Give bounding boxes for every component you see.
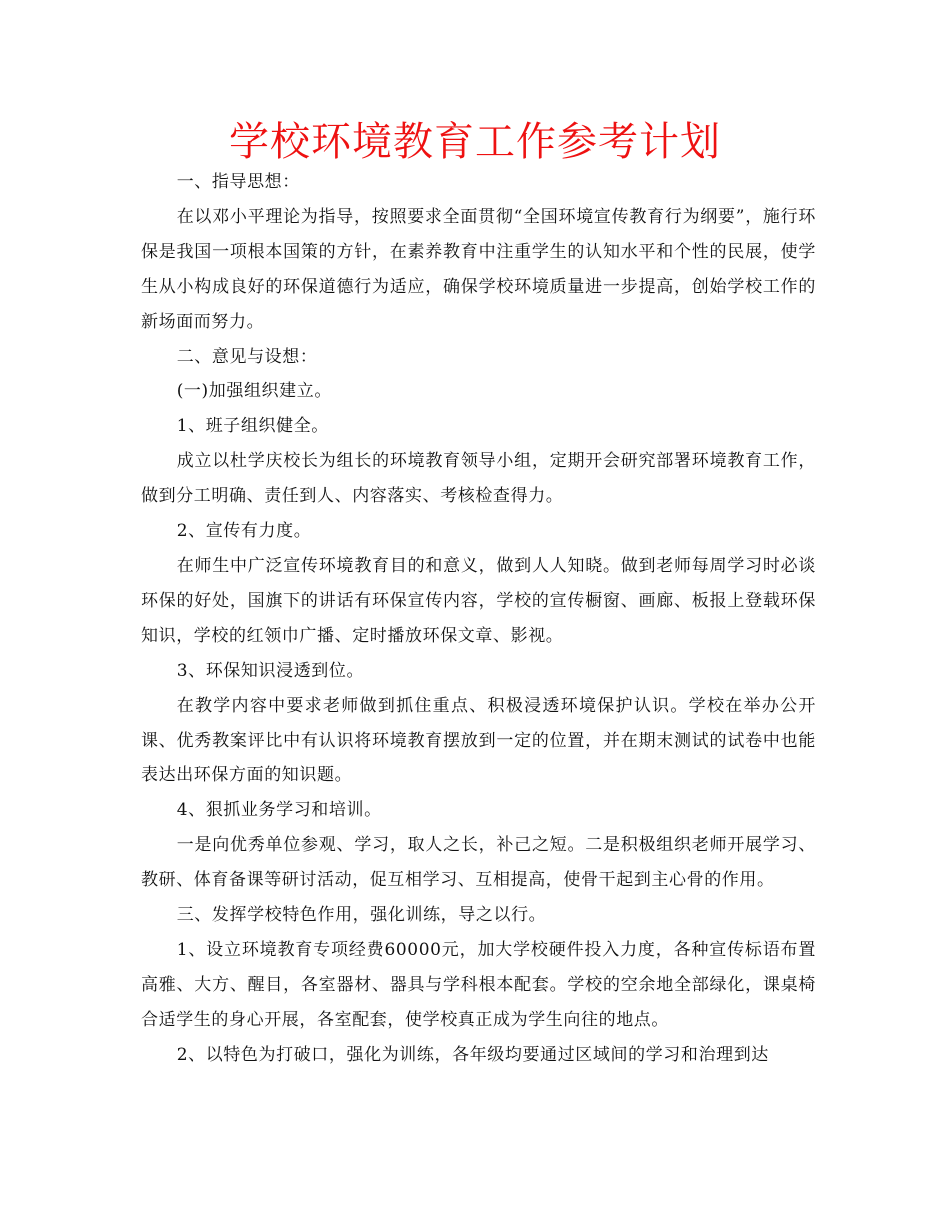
- item-heading: 3、环保知识浸透到位。: [176, 660, 365, 681]
- paragraph: 一是向优秀单位参观、学习，取人之长，补己之短。二是积极组织老师开展学习、教研、体育备课等研讨活动，促互相学习、互相提高，使骨干起到主心骨的作用。: [141, 835, 816, 891]
- paragraph: 在师生中广泛宣传环境教育目的和意义，做到人人知晓。做到老师每周学习时必谈环保的好处，国旗下的讲话有环保宣传内容，学校的宣传橱窗、画廊、板报上登载环保知识，学校的红领巾广播、定时播放环保文章、影视。: [141, 555, 816, 646]
- paragraph: 成立以杜学庆校长为组长的环境教育领导小组，定期开会研究部署环境教育工作，做到分工明确、责任到人、内容落实、考核检查得力。: [141, 451, 816, 507]
- subsection-heading: (一)加强组织建立。: [176, 381, 332, 402]
- paragraph: 在以邓小平理论为指导，按照要求全面贯彻“全国环境宣传教育行为纲要”，施行环保是我国一项根本国策的方针，在素养教育中注重学生的认知水平和个性的民展，使学生从小构成良好的环保道德行为适应，确保学校环境质量进一步提高，创始学校工作的新场面而努力。: [141, 206, 816, 332]
- item-heading: 2、宣传有力度。: [176, 521, 312, 542]
- section-heading-opinions: 二、意见与设想：: [176, 346, 318, 367]
- item-heading: 4、狠抓业务学习和培训。: [176, 800, 382, 821]
- section-heading-guiding-thought: 一、指导思想：: [176, 172, 300, 192]
- section-heading-school-features: 三、发挥学校特色作用，强化训练，导之以行。: [176, 905, 547, 926]
- paragraph: 1、设立环境教育专项经费60000元，加大学校硬件投入力度，各种宣传标语布置高雅、大方、醒目，各室器材、器具与学科根本配套。学校的空余地全部绿化，课桌椅合适学生的身心开展，各室配套，使学校真正成为学生向往的地点。: [141, 939, 816, 1030]
- document-title: 学校环境教育工作参考计划: [229, 119, 721, 165]
- paragraph: 在教学内容中要求老师做到抓住重点、积极浸透环境保护认识。学校在举办公开课、优秀教案评比中有认识将环境教育摆放到一定的位置，并在期末测试的试卷中也能表达出环保方面的知识题。: [141, 695, 816, 786]
- item-heading: 1、班子组织健全。: [176, 416, 329, 437]
- paragraph: 2、以特色为打破口，强化为训练，各年级均要通过区域间的学习和治理到达: [176, 1044, 769, 1065]
- document-body: [141, 165, 816, 1073]
